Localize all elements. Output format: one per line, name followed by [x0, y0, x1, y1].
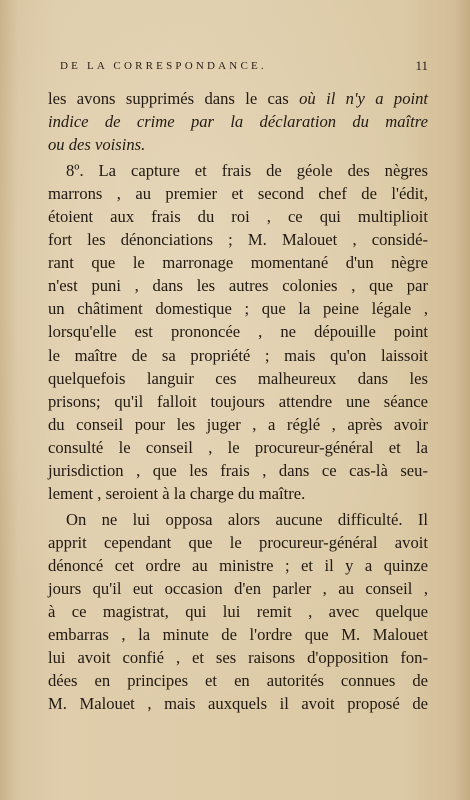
paragraph-2-line-12: du conseil pour les juger , a réglé , après avoir	[48, 414, 428, 434]
text-line-3	[48, 133, 428, 156]
paragraph-3-line-2: apprit cependant que le procureur-général avoit	[48, 532, 428, 552]
text-line-2-italic: indice de crime par la déclaration du maître	[48, 112, 428, 132]
paragraph-2-line-13: consulté le conseil , le procureur-général et la	[48, 437, 428, 457]
paragraph-2-line-6: n'est puni , dans les autres colonies , que par	[48, 276, 428, 296]
paragraph-3-line-4: jours qu'il eut occasion d'en parler , au conseil ,	[48, 578, 428, 598]
paragraph-2-line-8: lorsqu'elle est prononcée , ne dépouille point	[48, 322, 428, 342]
paragraph-3-line-7: lui avoit confié , et ses raisons d'opposition fon-	[48, 648, 428, 668]
text-line-1	[48, 87, 428, 110]
paragraph-2-line-2: marrons , au premier et second chef de l'édit,	[48, 184, 428, 204]
paragraph-2-line-11: prisons; qu'il falloit toujours attendre une séance	[48, 391, 428, 411]
paragraph-2-line-15: lement , seroient à la charge du maître.	[48, 483, 306, 503]
text-line-1-roman: les avons supprimés dans le cas	[48, 89, 289, 108]
paragraph-2-line-10: quelquefois languir ces malheureux dans les	[48, 368, 428, 388]
paragraph-2-line-14: jurisdiction , que les frais , dans ce cas-là seu-	[48, 460, 428, 480]
running-header	[48, 60, 428, 78]
paragraph-3-line-6: embarras , la minute de l'ordre que M. Malouet	[48, 625, 428, 645]
page-number: 11	[415, 58, 428, 73]
text-line-1-italic: où il n'y a point	[299, 89, 429, 108]
paragraph-3-line-3: dénoncé cet ordre au ministre ; et il y a quinze	[48, 555, 428, 575]
text-line-2	[48, 110, 428, 133]
text-line-3-italic: ou des voisins.	[48, 135, 146, 155]
paragraph-2-line-7: un châtiment domestique ; que la peine légale ,	[48, 299, 428, 319]
paragraph-3-line-1: On ne lui opposa alors aucune difficulté. Il	[66, 509, 428, 529]
paragraph-2-line-9: le maître de sa propriété ; mais qu'on laissoit	[48, 345, 428, 365]
paragraph-2-line-4: fort les dénonciations ; M. Malouet , considé-	[48, 230, 428, 250]
paragraph-2-line-3: étoient aux frais du roi , ce qui multiplioit	[48, 207, 428, 227]
running-title: DE LA CORRESPONDANCE.	[60, 60, 267, 72]
paragraph-3-line-8: dées en principes et en autorités connues de	[48, 671, 428, 691]
paragraph-2-line-5: rant que le marronage momentané d'un nègre	[48, 253, 428, 273]
paragraph-2-line-1: 8º. La capture et frais de géole des nègres	[66, 161, 428, 181]
paragraph-3-line-5: à ce magistrat, qui lui remit , avec quelque	[48, 602, 428, 622]
paragraph-3-line-9: M. Malouet , mais auxquels il avoit proposé de	[48, 694, 428, 714]
body-text	[48, 87, 428, 715]
